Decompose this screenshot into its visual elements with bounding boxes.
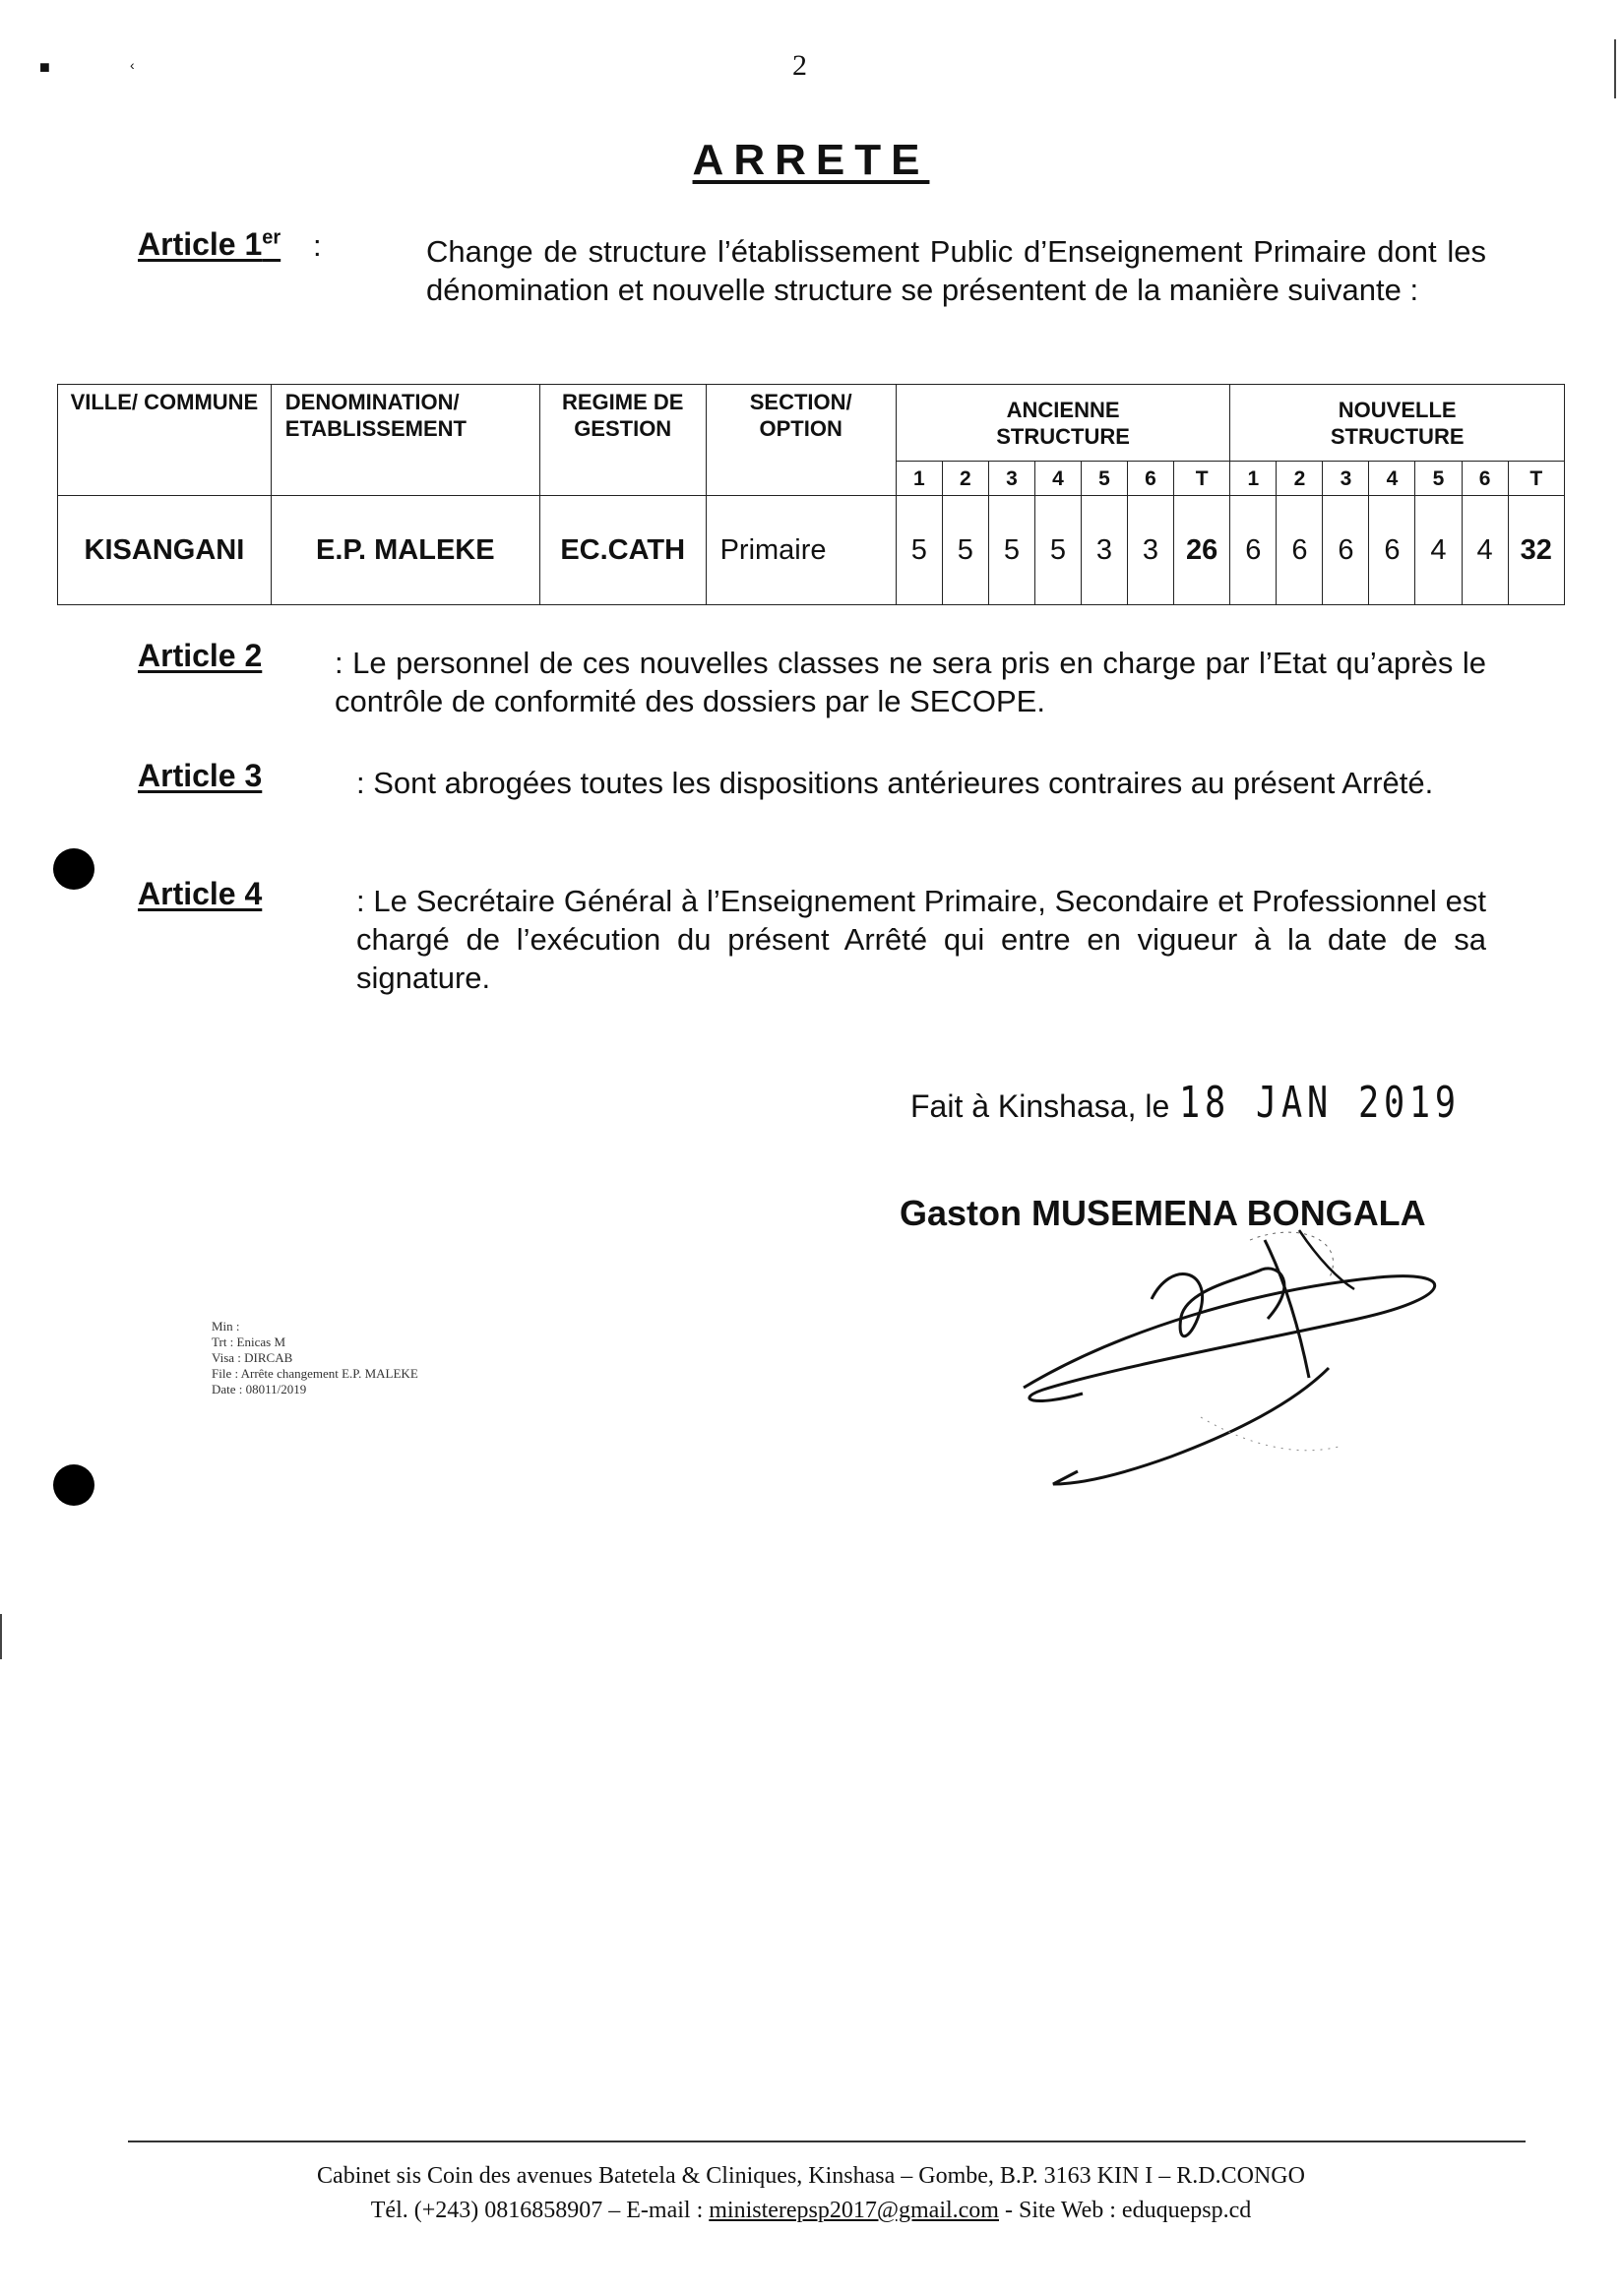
sub-header-cell: 3 bbox=[1323, 462, 1369, 496]
handwritten-signature bbox=[1004, 1220, 1476, 1506]
header-ancienne-structure: ANCIENNE STRUCTURE bbox=[896, 385, 1230, 462]
cell-nouvelle: 6 bbox=[1323, 496, 1369, 605]
signature-place-date bbox=[910, 1078, 1531, 1128]
article-1-label-text: Article 1 bbox=[138, 226, 263, 262]
cell-nouvelle: 4 bbox=[1462, 496, 1508, 605]
signer-name: Gaston MUSEMENA BONGALA bbox=[900, 1193, 1426, 1233]
cell-ancienne: 3 bbox=[1081, 496, 1127, 605]
sub-header-cell: 1 bbox=[1230, 462, 1277, 496]
sub-header-cell: 2 bbox=[1277, 462, 1323, 496]
page-number: 2 bbox=[792, 49, 807, 82]
document-title: ARRETE bbox=[692, 136, 930, 184]
cell-ancienne-total: 26 bbox=[1174, 496, 1230, 605]
footer-contact bbox=[0, 2195, 1622, 2226]
article-2-text: : Le personnel de ces nouvelles classes ne sera pris en charge par l’Etat qu’après le contrôle de conformité des dossiers par le SECOPE. bbox=[335, 646, 1486, 718]
fait-text: Fait à Kinshasa, le bbox=[910, 1088, 1170, 1124]
sub-header-cell: 1 bbox=[896, 462, 942, 496]
punch-hole bbox=[53, 848, 94, 890]
scan-mark: ‹ bbox=[130, 57, 135, 73]
header-section: SECTION/ OPTION bbox=[706, 385, 896, 496]
article-3-label: Article 3 bbox=[138, 758, 263, 793]
article-3-text: : Sont abrogées toutes les dispositions antérieures contraires au présent Arrêté. bbox=[356, 766, 1434, 800]
cell-ancienne: 3 bbox=[1127, 496, 1173, 605]
scan-mark: ■ bbox=[39, 57, 50, 77]
sub-header-cell: 2 bbox=[942, 462, 988, 496]
sub-header-cell: T bbox=[1174, 462, 1230, 496]
footer-divider bbox=[128, 2141, 1526, 2142]
article-1-text: Change de structure l’établissement Public d’Enseignement Primaire dont les dénomination et nouvelle structure se présentent de la manière suivante : bbox=[426, 234, 1486, 307]
article-1-label-sup: er bbox=[262, 226, 281, 249]
reference-block bbox=[212, 1319, 418, 1397]
ref-trt: Trt : Enicas M bbox=[212, 1334, 285, 1349]
scan-edge-line bbox=[0, 1614, 2, 1659]
cell-nouvelle: 4 bbox=[1415, 496, 1462, 605]
footer-address: Cabinet sis Coin des avenues Batetela & Cliniques, Kinshasa – Gombe, B.P. 3163 KIN I – R.D.CONGO bbox=[317, 2163, 1305, 2189]
ref-date: Date : 08011/2019 bbox=[212, 1382, 307, 1396]
header-denomination: DENOMINATION/ ETABLISSEMENT bbox=[271, 385, 539, 496]
sub-header-cell: 6 bbox=[1462, 462, 1508, 496]
footer-email-link[interactable]: ministerepsp2017@gmail.com bbox=[709, 2198, 999, 2223]
scan-edge-line bbox=[1614, 39, 1616, 98]
article-1-label bbox=[138, 226, 281, 263]
cell-ancienne: 5 bbox=[988, 496, 1034, 605]
punch-hole bbox=[53, 1464, 94, 1506]
date-stamp: 18 JAN 2019 bbox=[1179, 1078, 1462, 1128]
cell-nouvelle: 6 bbox=[1369, 496, 1415, 605]
sub-header-cell: 4 bbox=[1034, 462, 1081, 496]
article-4-text: : Le Secrétaire Général à l’Enseignement Primaire, Secondaire et Professionnel est chargé de l’exécution du présent Arrêté qui entre en vigueur à la date de sa signature. bbox=[356, 884, 1486, 995]
cell-nouvelle-total: 32 bbox=[1508, 496, 1564, 605]
cell-nouvelle: 6 bbox=[1277, 496, 1323, 605]
sub-header-cell: 4 bbox=[1369, 462, 1415, 496]
header-ville: VILLE/ COMMUNE bbox=[58, 385, 272, 496]
footer-website: - Site Web : eduquepsp.cd bbox=[1004, 2198, 1252, 2223]
ref-min: Min : bbox=[212, 1319, 240, 1334]
table-header-row bbox=[58, 385, 1565, 462]
cell-ancienne: 5 bbox=[896, 496, 942, 605]
cell-denomination: E.P. MALEKE bbox=[271, 496, 539, 605]
header-nouvelle-structure: NOUVELLE STRUCTURE bbox=[1230, 385, 1565, 462]
article-1-colon: : bbox=[313, 228, 322, 263]
cell-ville: KISANGANI bbox=[58, 496, 272, 605]
sub-header-cell: 3 bbox=[988, 462, 1034, 496]
table-row bbox=[58, 496, 1565, 605]
cell-nouvelle: 6 bbox=[1230, 496, 1277, 605]
cell-section: Primaire bbox=[706, 496, 896, 605]
ref-file: File : Arrête changement E.P. MALEKE bbox=[212, 1366, 418, 1381]
ref-visa: Visa : DIRCAB bbox=[212, 1350, 293, 1365]
cell-ancienne: 5 bbox=[942, 496, 988, 605]
article-2-label: Article 2 bbox=[138, 638, 263, 673]
sub-header-cell: T bbox=[1508, 462, 1564, 496]
article-4-label: Article 4 bbox=[138, 876, 263, 911]
cell-ancienne: 5 bbox=[1034, 496, 1081, 605]
footer-phone: Tél. (+243) 0816858907 – E-mail : bbox=[370, 2198, 704, 2223]
sub-header-cell: 6 bbox=[1127, 462, 1173, 496]
sub-header-cell: 5 bbox=[1081, 462, 1127, 496]
structure-table bbox=[57, 384, 1565, 605]
sub-header-cell: 5 bbox=[1415, 462, 1462, 496]
cell-regime: EC.CATH bbox=[539, 496, 706, 605]
header-regime: REGIME DE GESTION bbox=[539, 385, 706, 496]
